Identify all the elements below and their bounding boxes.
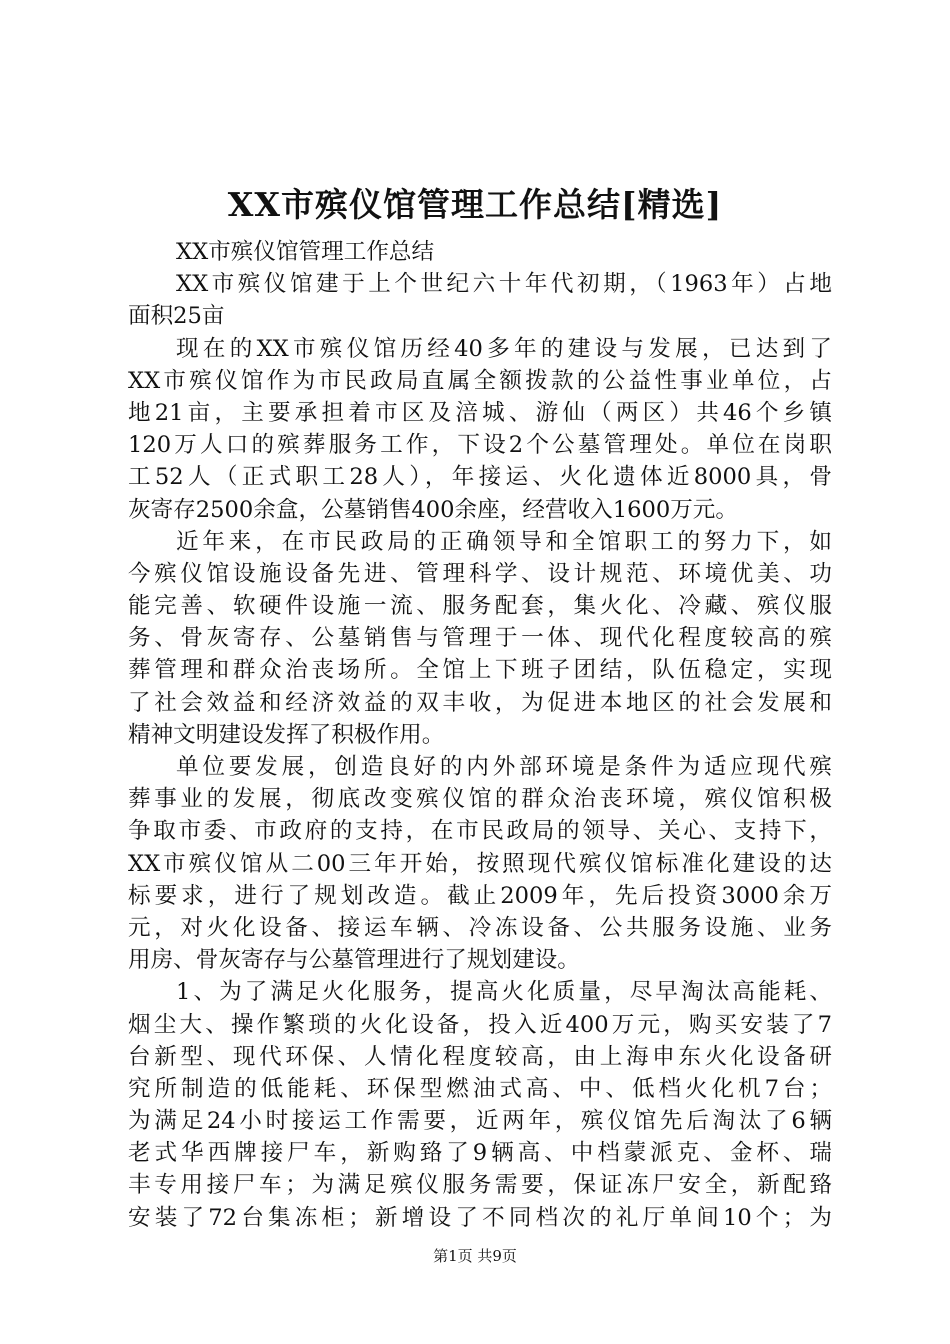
page-footer: 第1页 共9页 xyxy=(433,1247,517,1265)
body-line: 精神文明建设发挥了积极作用。 xyxy=(128,721,445,748)
body-line: 安装了72台集冻柜；新增设了不同档次的礼厅单间10个；为 xyxy=(128,1204,832,1231)
body-line: 葬事业的发展，彻底改变殡仪馆的群众治丧环境，殡仪馆积极 xyxy=(128,786,832,813)
body-line: 丰专用接尸车；为满足殡仪服务需要，保证冻尸安全，新配臵 xyxy=(128,1172,832,1199)
body-line: 究所制造的低能耗、环保型燃油式高、中、低档火化机7台； xyxy=(128,1075,832,1102)
body-line: 标要求，进行了规划改造。截止2009年，先后投资3000余万 xyxy=(128,882,832,909)
body-line: 争取市委、市政府的支持，在市民政局的领导、关心、支持下， xyxy=(128,818,832,845)
body-line: 120万人口的殡葬服务工作，下设2个公墓管理处。单位在岗职 xyxy=(128,432,832,459)
body-line: 能完善、软硬件设施一流、服务配套，集火化、冷藏、殡仪服 xyxy=(128,593,832,620)
body-line: 单位要发展，创造良好的内外部环境是条件为适应现代殡 xyxy=(176,754,832,780)
document-body xyxy=(128,236,832,1234)
body-line: 为满足24小时接运工作需要，近两年，殡仪馆先后淘汰了6辆 xyxy=(128,1108,832,1135)
body-line: 了社会效益和经济效益的双丰收，为促进本地区的社会发展和 xyxy=(128,689,832,716)
body-line: 地21亩，主要承担着市区及涪城、游仙（两区）共46个乡镇 xyxy=(128,399,832,426)
body-line: XX市殡仪馆管理工作总结 xyxy=(176,239,435,265)
body-line: 元，对火化设备、接运车辆、冷冻设备、公共服务设施、业务 xyxy=(128,914,832,941)
body-line: XX市殡仪馆作为市民政局直属全额拨款的公益性事业单位，占 xyxy=(128,367,832,394)
body-line: XX市殡仪馆建于上个世纪六十年代初期，（1963年）占地 xyxy=(176,271,832,298)
body-line: 灰寄存2500余盒，公墓销售400余座，经营收入1600万元。 xyxy=(128,496,738,523)
body-line: 现在的XX市殡仪馆历经40多年的建设与发展，已达到了 xyxy=(176,335,832,362)
body-line: 近年来，在市民政局的正确领导和全馆职工的努力下，如 xyxy=(176,528,832,555)
body-line: 葬管理和群众治丧场所。全馆上下班子团结，队伍稳定，实现 xyxy=(128,657,832,684)
body-line: 1、为了满足火化服务，提高火化质量，尽早淘汰高能耗、 xyxy=(176,979,832,1006)
body-line: 用房、骨灰寄存与公墓管理进行了规划建设。 xyxy=(128,947,580,974)
body-line: XX市殡仪馆从二00三年开始，按照现代殡仪馆标准化建设的达 xyxy=(128,850,832,877)
document-title: XX市殡仪馆管理工作总结[精选] xyxy=(227,185,723,224)
body-line: 今殡仪馆设施设备先进、管理科学、设计规范、环境优美、功 xyxy=(128,560,832,587)
body-line: 面积25亩 xyxy=(128,303,225,330)
body-line: 台新型、现代环保、人情化程度较高，由上海申东火化设备研 xyxy=(128,1043,832,1070)
body-line: 务、骨灰寄存、公墓销售与管理于一体、现代化程度较高的殡 xyxy=(128,625,832,652)
body-line: 烟尘大、操作繁琐的火化设备，投入近400万元，购买安装了7 xyxy=(128,1011,832,1038)
body-line: 老式华西牌接尸车，新购臵了9辆高、中档蒙派克、金杯、瑞 xyxy=(128,1140,832,1167)
body-line: 工52人（正式职工28人），年接运、火化遗体近8000具，骨 xyxy=(128,464,832,491)
